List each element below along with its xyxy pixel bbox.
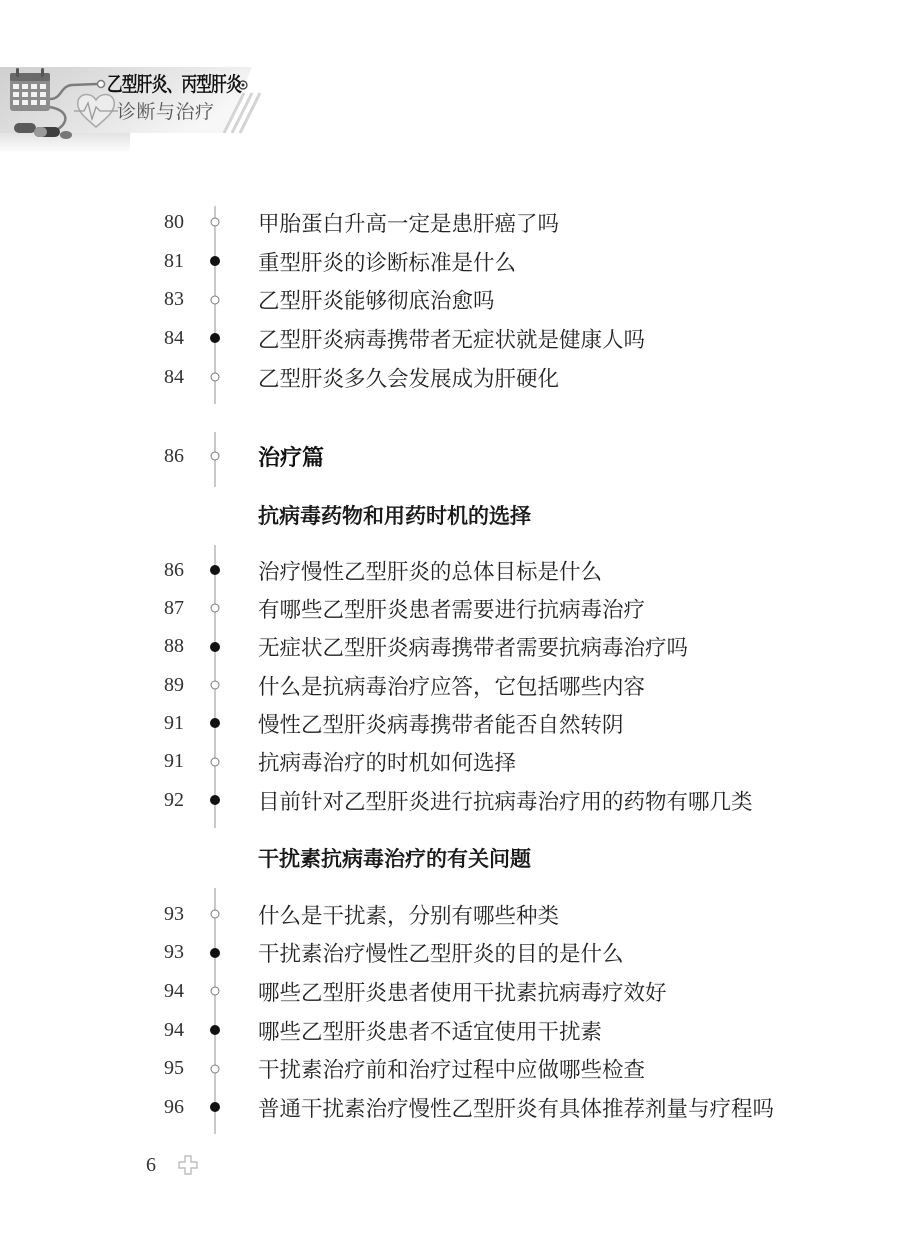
book-header-banner: [0, 55, 265, 155]
toc-subheading: 干扰素抗病毒治疗的有关问题: [258, 848, 531, 871]
toc-group: [0, 895, 900, 1127]
entry-title: 哪些乙型肝炎患者使用干扰素抗病毒疗效好: [258, 980, 667, 1005]
toc-entry: [0, 972, 900, 1011]
solid-dot-icon: [210, 948, 220, 958]
section-title: 治疗篇: [258, 444, 325, 470]
hollow-dot-icon: [211, 1064, 220, 1073]
calendar-icon: [10, 68, 50, 111]
book-subtitle: 诊断与治疗: [117, 102, 215, 123]
medical-cross-icon: [178, 1155, 198, 1175]
hollow-dot-icon: [211, 218, 220, 227]
solid-dot-icon: [210, 333, 220, 343]
toc-entry: [0, 358, 900, 397]
hollow-dot-icon: [211, 604, 220, 613]
entry-title: 目前针对乙型肝炎进行抗病毒治疗用的药物有哪几类: [258, 789, 753, 814]
entry-page-number: 96: [164, 1095, 184, 1118]
toc-subheading: 抗病毒药物和用药时机的选择: [258, 505, 531, 528]
entry-page-number: 91: [164, 711, 184, 734]
entry-title: 乙型肝炎病毒携带者无症状就是健康人吗: [258, 327, 646, 352]
toc-entry: [0, 934, 900, 973]
entry-title: 哪些乙型肝炎患者不适宜使用干扰素: [258, 1019, 603, 1044]
solid-dot-icon: [210, 256, 220, 266]
hollow-dot-icon: [211, 373, 220, 382]
solid-dot-icon: [210, 795, 220, 805]
entry-title: 治疗慢性乙型肝炎的总体目标是什么: [258, 559, 603, 584]
entry-page-number: 94: [164, 1018, 184, 1041]
toc-entry: [0, 1088, 900, 1127]
entry-page-number: 93: [164, 941, 184, 964]
entry-title: 抗病毒治疗的时机如何选择: [258, 751, 517, 776]
folio-page-number: 6: [146, 1154, 156, 1176]
entry-page-number: 88: [164, 635, 184, 658]
entry-title: 干扰素治疗慢性乙型肝炎的目的是什么: [258, 942, 624, 967]
entry-page-number: 84: [164, 365, 184, 388]
toc-entry: [0, 704, 900, 742]
entry-page-number: 89: [164, 673, 184, 696]
entry-title: 无症状乙型肝炎病毒携带者需要抗病毒治疗吗: [258, 636, 689, 661]
entry-page-number: 93: [164, 902, 184, 925]
entry-page-number: 86: [164, 558, 184, 581]
toc-group: [0, 551, 900, 819]
toc-section-heading: [0, 437, 900, 475]
entry-page-number: 87: [164, 596, 184, 619]
entry-title: 慢性乙型肝炎病毒携带者能否自然转阴: [258, 712, 624, 737]
entry-title: 有哪些乙型肝炎患者需要进行抗病毒治疗: [258, 597, 646, 622]
toc-entry: [0, 1049, 900, 1088]
solid-dot-icon: [210, 1025, 220, 1035]
toc-entry: [0, 628, 900, 666]
entry-page-number: 94: [164, 979, 184, 1002]
book-title: 乙型肝炎、丙型肝炎: [107, 74, 242, 97]
entry-title: 甲胎蛋白升高一定是患肝癌了吗: [258, 211, 560, 236]
toc-entry: [0, 551, 900, 589]
entry-page-number: 84: [164, 326, 184, 349]
toc-entry: [0, 242, 900, 281]
toc-entry: [0, 319, 900, 358]
solid-dot-icon: [210, 718, 220, 728]
section-page-number: 86: [164, 444, 184, 467]
toc-group: [0, 203, 900, 396]
hollow-dot-icon: [211, 681, 220, 690]
entry-title: 什么是干扰素，分别有哪些种类: [258, 903, 560, 928]
entry-title: 什么是抗病毒治疗应答，它包括哪些内容: [258, 674, 646, 699]
toc-entry: [0, 589, 900, 627]
toc-entry: [0, 666, 900, 704]
solid-dot-icon: [210, 1102, 220, 1112]
entry-page-number: 80: [164, 210, 184, 233]
entry-title: 重型肝炎的诊断标准是什么: [258, 250, 517, 275]
entry-page-number: 83: [164, 288, 184, 311]
toc-entry: [0, 280, 900, 319]
toc-entry: [0, 781, 900, 819]
hollow-dot-icon: [211, 910, 220, 919]
hollow-dot-icon: [211, 452, 220, 461]
entry-page-number: 92: [164, 788, 184, 811]
toc-entry: [0, 1011, 900, 1050]
entry-page-number: 81: [164, 249, 184, 272]
solid-dot-icon: [210, 642, 220, 652]
entry-page-number: 95: [164, 1057, 184, 1080]
entry-title: 干扰素治疗前和治疗过程中应做哪些检查: [258, 1058, 646, 1083]
toc-entry: [0, 203, 900, 242]
hollow-dot-icon: [211, 295, 220, 304]
solid-dot-icon: [210, 565, 220, 575]
entry-title: 乙型肝炎多久会发展成为肝硬化: [258, 366, 560, 391]
toc-entry: [0, 895, 900, 934]
toc-entry: [0, 743, 900, 781]
entry-title: 乙型肝炎能够彻底治愈吗: [258, 289, 495, 314]
hollow-dot-icon: [211, 987, 220, 996]
entry-title: 普通干扰素治疗慢性乙型肝炎有具体推荐剂量与疗程吗: [258, 1096, 775, 1121]
hollow-dot-icon: [211, 757, 220, 766]
entry-page-number: 91: [164, 750, 184, 773]
